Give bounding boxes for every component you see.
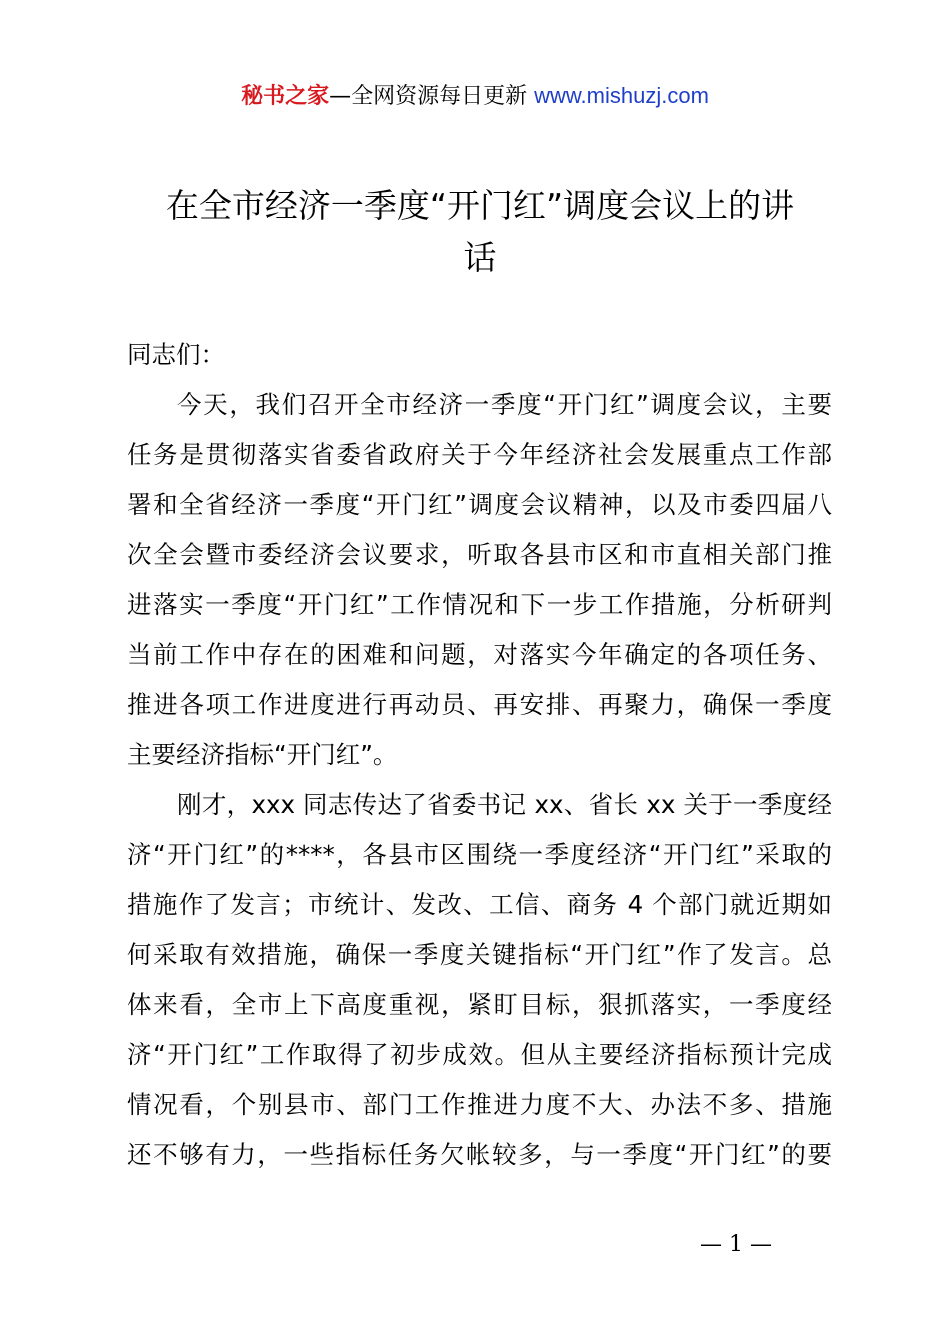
text-line: 主要经济指标“开门红”。: [127, 740, 398, 769]
paragraph-1: [127, 380, 832, 780]
text-line: 今天，我们召开全市经济一季度“开门红”调度会议，主要: [177, 390, 832, 419]
text-line: 情况看，个别县市、部门工作推进力度不大、办法不多、措施: [127, 1090, 832, 1119]
page-number: — 1 —: [700, 1232, 772, 1257]
text-line: 措施作了发言；市统计、发改、工信、商务 4 个部门就近期如: [127, 890, 832, 919]
site-header: [0, 80, 950, 113]
text-line: 体来看，全市上下高度重视，紧盯目标，狠抓落实，一季度经: [127, 990, 832, 1019]
text-line: 任务是贯彻落实省委省政府关于今年经济社会发展重点工作部: [127, 440, 832, 469]
title-line: 在全市经济一季度“开门红”调度会议上的讲: [165, 186, 795, 225]
document-body: [127, 330, 832, 1180]
text-line: 济“开门红”的****，各县市区围绕一季度经济“开门红”采取的: [127, 840, 832, 869]
document-title: [140, 180, 820, 284]
text-line: 何采取有效措施，确保一季度关键指标“开门红”作了发言。总: [127, 940, 832, 969]
salutation: 同志们：: [127, 340, 225, 369]
text-line: 署和全省经济一季度“开门红”调度会议精神，以及市委四届八: [127, 490, 832, 519]
text-line: 刚才，xxx 同志传达了省委书记 xx、省长 xx 关于一季度经: [177, 790, 832, 819]
text-line: 济“开门红”工作取得了初步成效。但从主要经济指标预计完成: [127, 1040, 832, 1069]
site-brand: 秘书之家: [241, 84, 330, 109]
title-line: 话: [463, 238, 497, 277]
paragraph-2: [127, 780, 832, 1180]
text-line: 推进各项工作进度进行再动员、再安排、再聚力，确保一季度: [127, 690, 832, 719]
text-line: 还不够有力，一些指标任务欠帐较多，与一季度“开门红”的要: [127, 1140, 832, 1169]
text-line: 当前工作中存在的困难和问题，对落实今年确定的各项任务、: [127, 640, 832, 669]
site-url-link[interactable]: www.mishuzj.com: [534, 83, 709, 108]
site-slogan: —全网资源每日更新: [329, 84, 528, 109]
text-line: 进落实一季度“开门红”工作情况和下一步工作措施，分析研判: [127, 590, 832, 619]
text-line: 次全会暨市委经济会议要求，听取各县市区和市直相关部门推: [127, 540, 832, 569]
